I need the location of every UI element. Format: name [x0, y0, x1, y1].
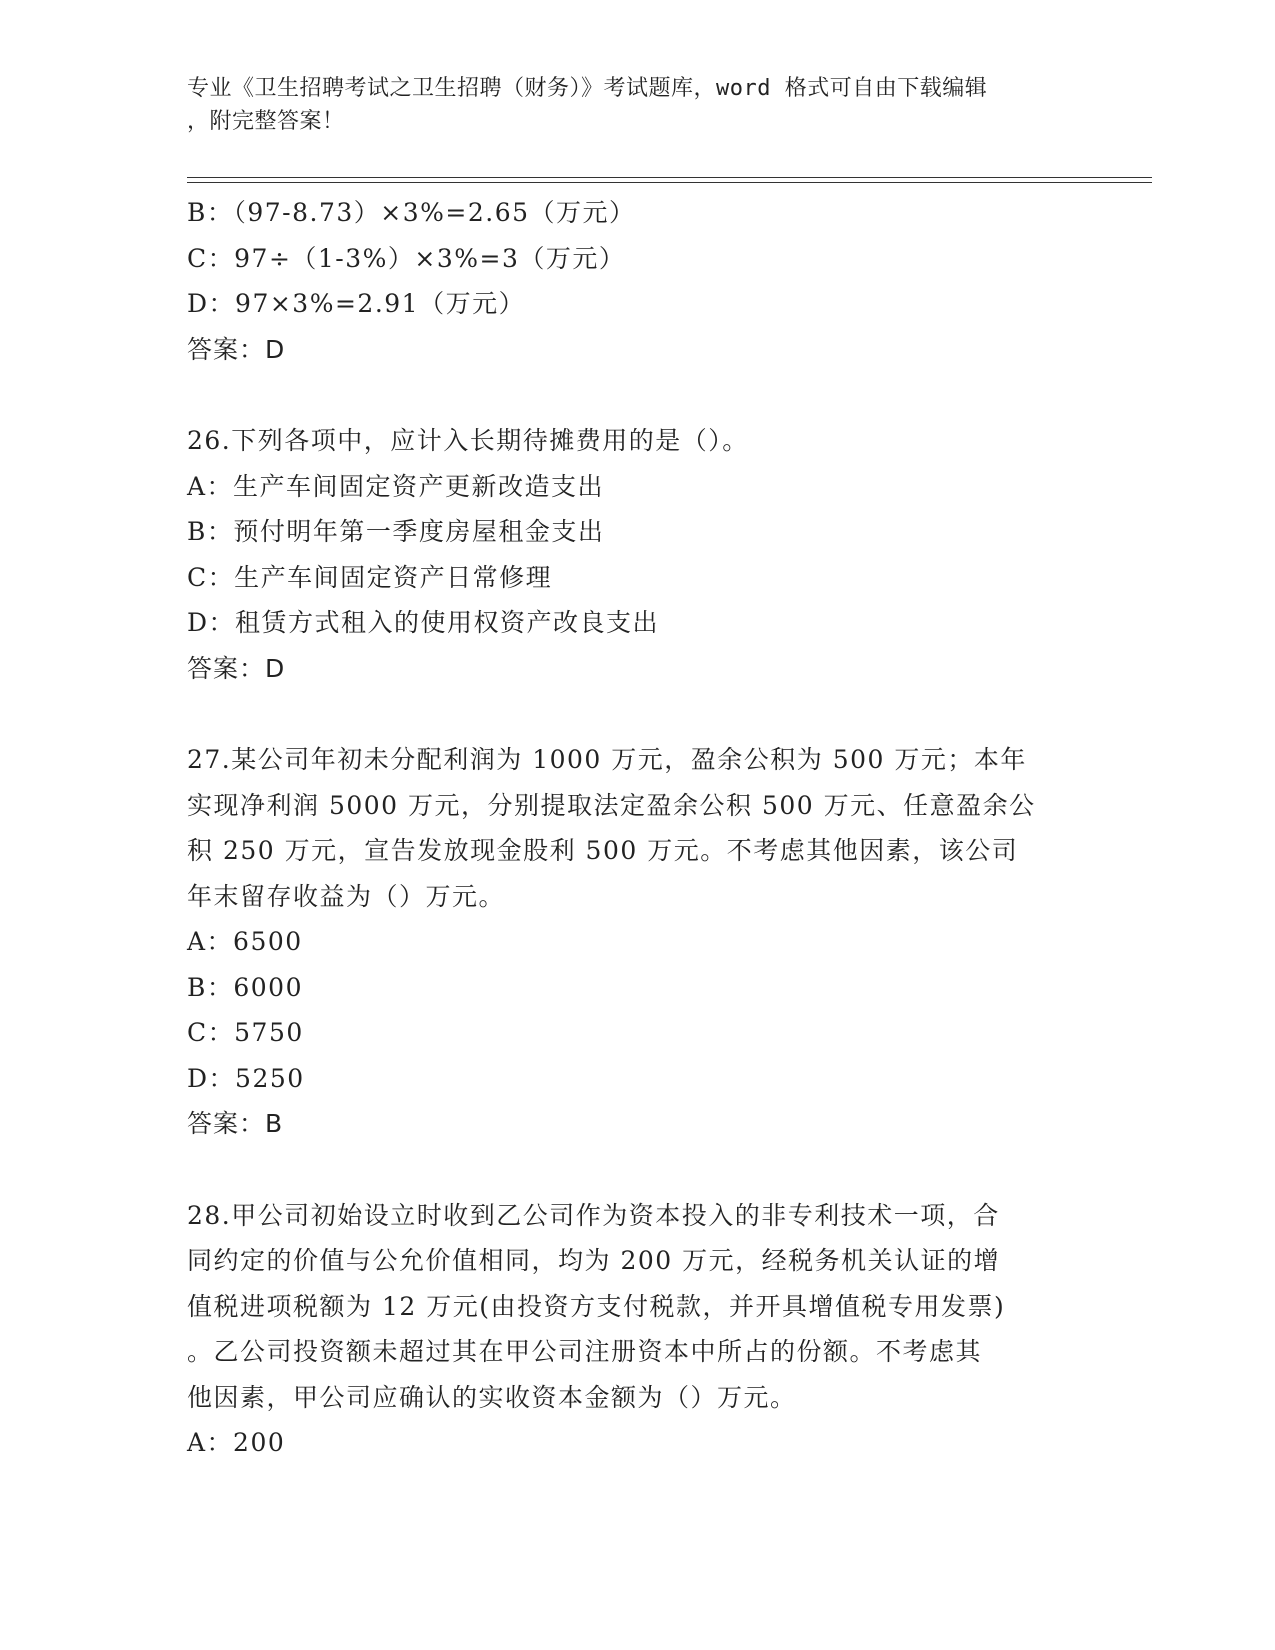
- q28-stem-line: 。乙公司投资额未超过其在甲公司注册资本中所占的份额。不考虑其: [187, 1337, 983, 1366]
- q27-stem-line: 积 250 万元，宣告发放现金股利 500 万元。不考虑其他因素，该公司: [187, 836, 1019, 865]
- q27-stem-line: 实现净利润 5000 万元，分别提取法定盈余公积 500 万元、任意盈余公: [187, 790, 1036, 820]
- q26-option-a: A：生产车间固定资产更新改造支出: [187, 471, 605, 501]
- q25-option-d: D：97×3%=2.91（万元）: [187, 289, 526, 318]
- spacer: [187, 372, 1067, 418]
- q27-option-d: D：5250: [187, 1063, 305, 1093]
- q25-option-c: C：97÷（1-3%）×3%=3（万元）: [187, 243, 626, 273]
- q25-answer: 答案：D: [187, 334, 286, 364]
- question-28: [187, 1193, 1067, 1466]
- q27-stem-line: 27.某公司年初未分配利润为 1000 万元，盈余公积为 500 万元；本年: [187, 745, 1027, 774]
- q26-option-d: D：租赁方式租入的使用权资产改良支出: [187, 608, 660, 637]
- document-header: [187, 72, 1067, 138]
- q28-option-a: A：200: [187, 1428, 286, 1457]
- question-content: [187, 190, 1067, 1466]
- q27-stem-line: 年末留存收益为（）万元。: [187, 881, 506, 911]
- question-25: [187, 190, 1067, 372]
- question-27: [187, 737, 1067, 1147]
- q26-option-b: B：预付明年第一季度房屋租金支出: [187, 517, 605, 546]
- q28-stem-line: 他因素，甲公司应确认的实收资本金额为（）万元。: [187, 1382, 797, 1412]
- header-line-1: 专业《卫生招聘考试之卫生招聘（财务）》考试题库，word 格式可自由下载编辑: [187, 76, 988, 101]
- q25-option-b: B：（97-8.73）×3%=2.65（万元）: [187, 198, 636, 227]
- header-divider-bottom: [187, 182, 1152, 183]
- q26-answer: 答案：D: [187, 653, 286, 683]
- header-divider-top: [187, 177, 1152, 178]
- q28-stem-line: 同约定的价值与公允价值相同，均为 200 万元，经税务机关认证的增: [187, 1246, 1001, 1275]
- q28-stem-line: 28.甲公司初始设立时收到乙公司作为资本投入的非专利技术一项，合: [187, 1200, 1000, 1230]
- header-line-2: ，附完整答案！: [187, 109, 345, 134]
- question-26: [187, 418, 1067, 691]
- q27-answer: 答案：B: [187, 1109, 284, 1138]
- q27-option-a: A：6500: [187, 927, 303, 956]
- q27-option-c: C：5750: [187, 1018, 304, 1047]
- spacer: [187, 691, 1067, 737]
- q27-option-b: B：6000: [187, 972, 303, 1002]
- spacer: [187, 1147, 1067, 1193]
- q26-stem: 26.下列各项中，应计入长期待摊费用的是（）。: [187, 426, 749, 455]
- q28-stem-line: 值税进项税额为 12 万元(由投资方支付税款，并开具增值税专用发票): [187, 1291, 1006, 1321]
- q26-option-c: C：生产车间固定资产日常修理: [187, 562, 553, 592]
